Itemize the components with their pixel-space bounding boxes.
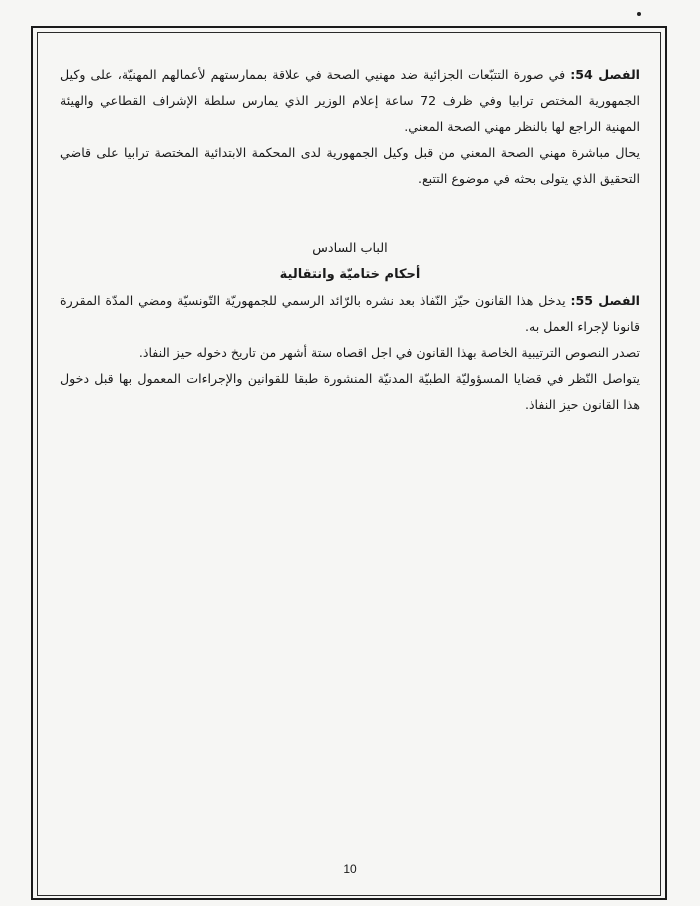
article-55-paragraph-3: يتواصل النّظر في قضايا المسؤوليّة الطبيّة المدنيّة المنشورة طبقا للقوانين والإجراءات المعمول بها قبل دخول هذا القانون حيز النفاذ.	[60, 371, 640, 412]
article-54-paragraph-2: يحال مباشرة مهني الصحة المعني من قبل وكيل الجمهورية لدى المحكمة الابتدائية المختصة ترابيا على قاضي التحقيق الذي يتولى بحثه في موضوع التتبع.	[60, 145, 640, 186]
article-54-label: الفصل 54:	[570, 67, 640, 82]
article-55-label: الفصل 55:	[570, 293, 640, 308]
article-55-paragraph	[60, 288, 640, 340]
article-55-paragraph-2: تصدر النصوص الترتيبية الخاصة بهذا القانون في اجل اقصاه ستة أشهر من تاريخ دخوله حيز النفاذ.	[138, 345, 640, 360]
article-54-text: في صورة التتبّعات الجزائية ضد مهنيي الصحة في علاقة بممارستهم لأعمالهم المهنيّة، على وكيل الجمهورية المختص ترابيا وفي ظرف 72 ساعة إعلام الوزير الذي يمارس سلطة الإشراف القطاعي والهيئة المهنية الراجع لها بالنظر مهني الصحة المعني.	[60, 67, 641, 134]
chapter-title: الباب السادس	[312, 241, 388, 256]
scan-speck	[637, 12, 641, 16]
article-55-text: يدخل هذا القانون حيّز النّفاذ بعد نشره بالرّائد الرسمي للجمهوريّة التّونسيّة ومضي المدّة المقررة قانونا لإجراء العمل به.	[60, 293, 640, 334]
document-body	[60, 62, 640, 418]
article-54-paragraph	[60, 62, 640, 140]
page-number: 10	[343, 862, 357, 876]
section-spacer	[60, 192, 640, 236]
chapter-subtitle: أحكام ختاميّة وانتقالية	[279, 267, 421, 282]
